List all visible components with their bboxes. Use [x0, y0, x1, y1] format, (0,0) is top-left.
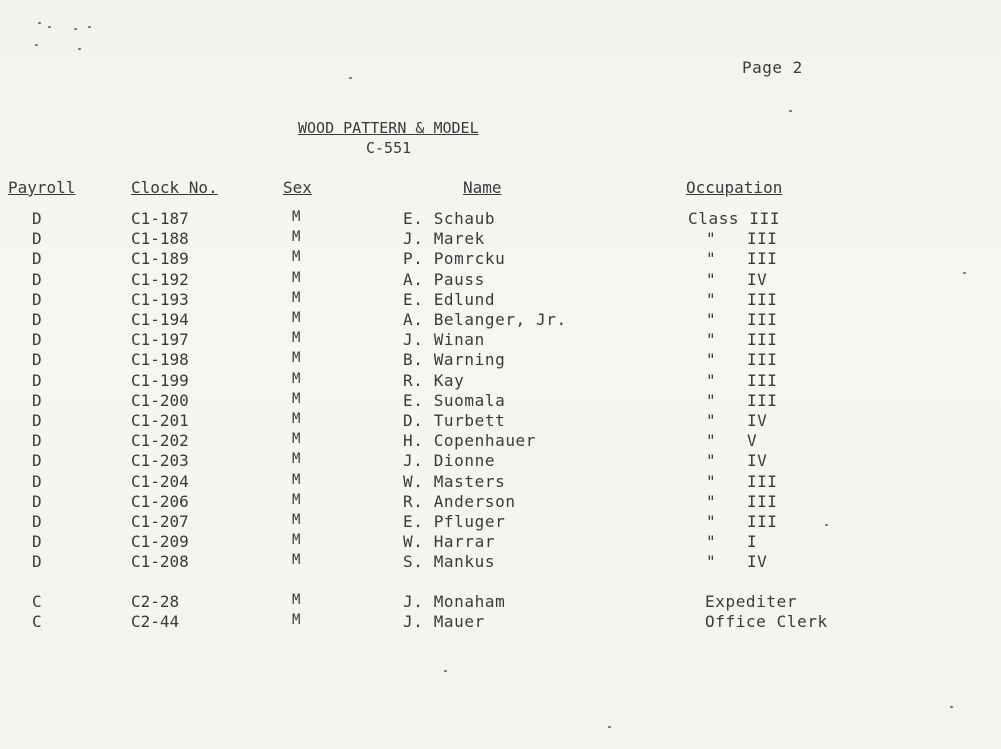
name-cell: E. Schaub — [403, 209, 496, 228]
paper-speck — [35, 44, 38, 46]
clock-number-cell: C1-193 — [131, 289, 189, 309]
occupation-class-cell: IV — [747, 552, 768, 572]
ditto-mark: " — [706, 229, 716, 249]
paper-speck — [78, 48, 81, 50]
sex-cell: M — [292, 209, 301, 225]
sex-cell: M — [292, 592, 301, 608]
table-row — [0, 612, 1001, 632]
sex-cell: M — [292, 512, 301, 528]
sex-cell: M — [292, 350, 301, 367]
occupation-class-cell: III — [747, 310, 778, 329]
ditto-mark: " — [706, 491, 716, 511]
name-cell: W. Harrar — [403, 532, 496, 552]
payroll-cell: D — [32, 411, 42, 430]
clock-number-cell: C2-44 — [131, 612, 180, 631]
sex-cell: M — [292, 552, 301, 569]
ditto-mark: " — [706, 471, 716, 491]
sex-cell: M — [292, 229, 301, 246]
name-cell: P. Pomrcku — [403, 249, 506, 269]
table-row — [0, 290, 1001, 310]
payroll-cell: D — [32, 451, 42, 471]
name-cell: J. Monaham — [403, 592, 506, 611]
sex-cell: M — [292, 411, 301, 427]
ditto-mark: " — [706, 552, 716, 572]
table-row — [0, 350, 1001, 370]
header-sex: Sex — [283, 178, 312, 197]
occupation-class-cell: IV — [747, 269, 768, 289]
table-row — [0, 472, 1001, 492]
payroll-cell: D — [32, 289, 42, 309]
paper-speck — [38, 22, 41, 24]
name-cell: S. Mankus — [403, 552, 496, 572]
paper-speck — [825, 524, 828, 526]
ditto-mark: " — [706, 289, 716, 309]
payroll-cell: C — [32, 592, 42, 611]
header-occupation: Occupation — [686, 178, 783, 197]
ditto-mark: " — [706, 249, 716, 269]
table-row — [0, 532, 1001, 552]
name-cell: D. Turbett — [403, 411, 506, 430]
header-payroll: Payroll — [8, 178, 76, 197]
paper-speck — [88, 26, 91, 28]
sex-cell: M — [292, 491, 301, 508]
table-row — [0, 391, 1001, 411]
occupation-class-cell: I — [747, 532, 758, 552]
ditto-mark: " — [706, 390, 716, 410]
name-cell: H. Copenhauer — [403, 431, 537, 451]
table-row — [0, 492, 1001, 512]
payroll-cell: C — [32, 612, 42, 631]
sex-cell: M — [292, 471, 301, 488]
ditto-mark: " — [706, 370, 716, 390]
name-cell: J. Mauer — [403, 612, 485, 631]
occupation-class-cell: III — [747, 370, 778, 390]
title-block — [298, 118, 479, 158]
department-code: C-551 — [366, 139, 412, 157]
ditto-mark: " — [706, 269, 716, 289]
paper-speck — [74, 28, 77, 30]
ditto-mark: " — [706, 451, 716, 471]
table-row — [0, 592, 1001, 612]
payroll-cell: D — [32, 249, 42, 269]
ditto-mark: " — [706, 431, 716, 451]
sex-cell: M — [292, 269, 301, 286]
sex-cell: M — [292, 370, 301, 387]
sex-cell: M — [292, 310, 301, 326]
sex-cell: M — [292, 532, 301, 549]
occupation-class-cell: V — [747, 431, 758, 451]
occupation-class-cell: IV — [747, 411, 768, 430]
header-clock-no: Clock No. — [131, 178, 218, 197]
name-cell: R. Kay — [403, 370, 465, 390]
name-cell: B. Warning — [403, 350, 506, 370]
occupation-class-cell: III — [747, 512, 778, 531]
payroll-cell: D — [32, 552, 42, 572]
name-cell: R. Anderson — [403, 491, 516, 511]
occupation-class-cell: III — [747, 249, 778, 269]
sex-cell: M — [292, 431, 301, 448]
sex-cell: M — [292, 330, 301, 347]
occupation-cell: Office Clerk — [705, 612, 828, 631]
payroll-cell: D — [32, 310, 42, 329]
name-cell: E. Edlund — [403, 289, 496, 309]
table-row — [0, 229, 1001, 249]
paper-speck — [444, 670, 447, 672]
name-cell: J. Marek — [403, 229, 485, 249]
ditto-mark: " — [706, 532, 716, 552]
table-row — [0, 209, 1001, 229]
clock-number-cell: C1-198 — [131, 350, 189, 370]
table-row — [0, 512, 1001, 532]
occupation-class-cell: III — [747, 330, 778, 350]
occupation-class-cell: IV — [747, 451, 768, 471]
department-title: WOOD PATTERN & MODEL — [298, 119, 479, 137]
name-cell: W. Masters — [403, 471, 506, 491]
sex-cell: M — [292, 612, 301, 628]
clock-number-cell: C1-209 — [131, 532, 189, 552]
occupation-class-cell: III — [747, 471, 778, 491]
clock-number-cell: C1-187 — [131, 209, 189, 228]
payroll-cell: D — [32, 229, 42, 249]
clock-number-cell: C1-204 — [131, 471, 189, 491]
payroll-cell: D — [32, 350, 42, 370]
occupation-class-cell: III — [747, 491, 778, 511]
clock-number-cell: C1-194 — [131, 310, 189, 329]
table-row — [0, 552, 1001, 572]
occupation-class-cell: III — [747, 390, 778, 410]
payroll-cell: D — [32, 269, 42, 289]
paper-speck — [963, 272, 966, 274]
payroll-cell: D — [32, 532, 42, 552]
clock-number-cell: C1-202 — [131, 431, 189, 451]
ditto-mark: " — [706, 411, 716, 430]
table-row — [0, 310, 1001, 330]
ditto-mark: " — [706, 330, 716, 350]
sex-cell: M — [292, 289, 301, 306]
clock-number-cell: C1-189 — [131, 249, 189, 269]
clock-number-cell: C1-188 — [131, 229, 189, 249]
payroll-cell: D — [32, 330, 42, 350]
occupation-class-cell: III — [747, 229, 778, 249]
name-cell: A. Belanger, Jr. — [403, 310, 567, 329]
ditto-mark: " — [706, 512, 716, 531]
table-row — [0, 330, 1001, 350]
name-cell: E. Suomala — [403, 390, 506, 410]
sex-cell: M — [292, 451, 301, 468]
occupation-cell: Class III — [688, 209, 781, 228]
name-cell: J. Winan — [403, 330, 485, 350]
sex-cell: M — [292, 249, 301, 266]
clock-number-cell: C1-207 — [131, 512, 189, 531]
clock-number-cell: C1-201 — [131, 411, 189, 430]
table-row — [0, 270, 1001, 290]
table-row — [0, 431, 1001, 451]
occupation-class-cell: III — [747, 289, 778, 309]
paper-speck — [349, 77, 352, 79]
name-cell: J. Dionne — [403, 451, 496, 471]
name-cell: A. Pauss — [403, 269, 485, 289]
payroll-cell: D — [32, 512, 42, 531]
header-name: Name — [463, 178, 502, 197]
table-row — [0, 371, 1001, 391]
sex-cell: M — [292, 390, 301, 407]
paper-speck — [789, 110, 792, 112]
clock-number-cell: C1-199 — [131, 370, 189, 390]
paper-speck — [608, 726, 611, 728]
table-row — [0, 411, 1001, 431]
clock-number-cell: C1-206 — [131, 491, 189, 511]
payroll-cell: D — [32, 471, 42, 491]
payroll-cell: D — [32, 390, 42, 410]
occupation-class-cell: III — [747, 350, 778, 370]
name-cell: E. Pfluger — [403, 512, 506, 531]
table-row — [0, 451, 1001, 471]
clock-number-cell: C1-197 — [131, 330, 189, 350]
paper-speck — [950, 706, 953, 708]
clock-number-cell: C1-203 — [131, 451, 189, 471]
payroll-cell: D — [32, 431, 42, 451]
ditto-mark: " — [706, 310, 716, 329]
page-number: Page 2 — [742, 58, 803, 77]
paper-speck — [48, 26, 51, 28]
clock-number-cell: C2-28 — [131, 592, 180, 611]
payroll-cell: D — [32, 209, 42, 228]
payroll-cell: D — [32, 370, 42, 390]
table-row — [0, 249, 1001, 269]
clock-number-cell: C1-192 — [131, 269, 189, 289]
clock-number-cell: C1-208 — [131, 552, 189, 572]
occupation-cell: Expediter — [705, 592, 798, 611]
payroll-cell: D — [32, 491, 42, 511]
clock-number-cell: C1-200 — [131, 390, 189, 410]
ditto-mark: " — [706, 350, 716, 370]
